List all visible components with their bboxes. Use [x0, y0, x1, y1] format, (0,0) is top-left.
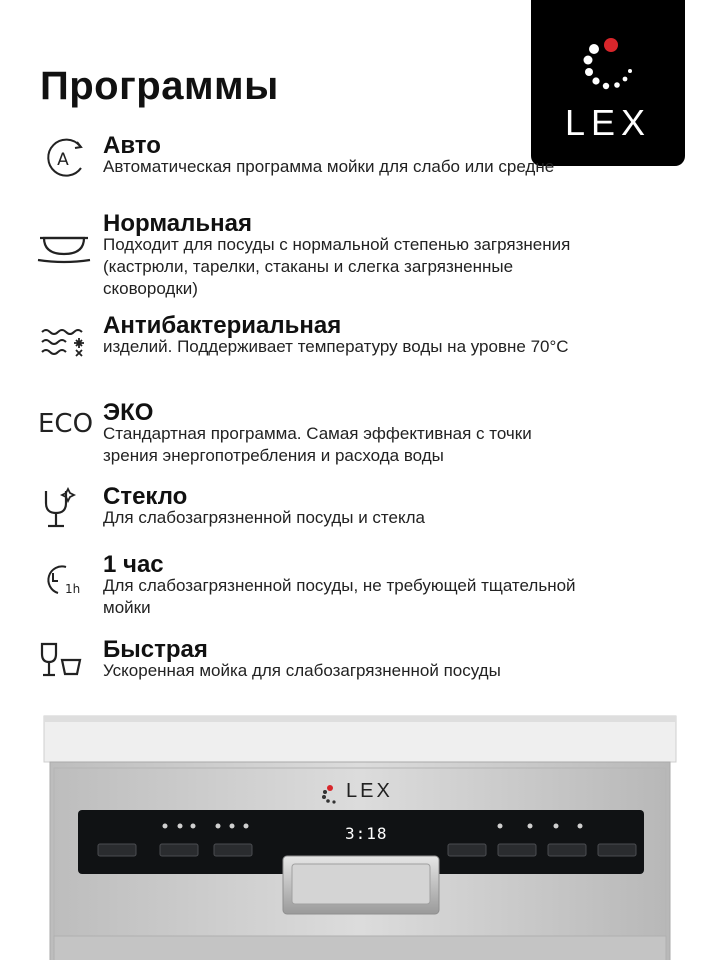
bowl-icon [36, 224, 92, 268]
program-name: 1 час [103, 551, 164, 578]
program-description: Ускоренная мойка для слабозагрязненной посуды [103, 661, 501, 680]
page-title: Программы [40, 64, 279, 108]
program-name: Стекло [103, 483, 188, 510]
brand-logo [531, 0, 685, 166]
logo-accent-dot [604, 38, 618, 52]
eco-icon [36, 403, 92, 447]
logo-text: LEX [564, 102, 652, 143]
glass-and-cup-icon [36, 640, 92, 684]
one-hour-icon-text: 1h [65, 582, 81, 596]
program-description: изделий. Поддерживает температуру воды на уровне 70°C [103, 337, 569, 356]
program-description: Подходит для посуды с нормальной степенью загрязнения (кастрюли, тарелки, стаканы и слегка загрязненные сковородки) [103, 235, 571, 298]
auto-a-icon [36, 136, 92, 180]
program-name: Нормальная [103, 210, 252, 237]
program-description: Стандартная программа. Самая эффективная с точки зрения энергопотребления и расхода воды [103, 424, 532, 465]
program-name: Авто [103, 132, 161, 159]
program-name: ЭКО [103, 399, 154, 426]
one-hour-clock-icon [36, 555, 92, 599]
svg-text:A: A [57, 150, 69, 170]
lex-logo-mark [531, 0, 685, 166]
program-name: Антибактериальная [103, 312, 342, 339]
wine-glass-sparkle-icon [36, 487, 92, 531]
dishwasher-brand-text: LEX [346, 780, 393, 802]
program-description: Для слабозагрязненной посуды, не требующей тщательной мойки [103, 576, 576, 617]
program-description: Автоматическая программа мойки для слабо или средне [103, 157, 555, 176]
eco-icon-text: ECO [38, 409, 94, 439]
waves-icon [36, 322, 92, 366]
program-name: Быстрая [103, 636, 208, 663]
dishwasher-display-time: 3:18 [345, 824, 388, 843]
program-description: Для слабозагрязненной посуды и стекла [103, 508, 425, 527]
